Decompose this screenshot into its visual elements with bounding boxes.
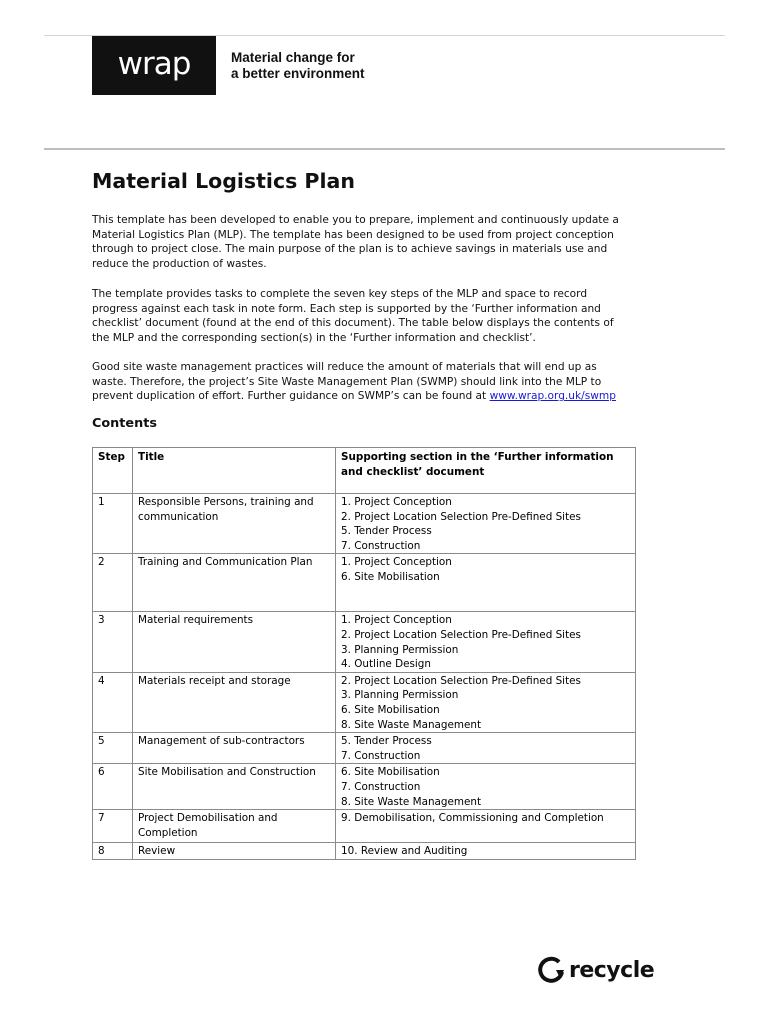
supporting-sections [336, 554, 636, 612]
step-number: 1 [93, 494, 133, 554]
logo-text: wrap [117, 45, 191, 82]
paragraph-3-text: Good site waste management practices will reduce the amount of materials that will end up as waste. Therefore, the project’s Site Waste Management Plan (SWMP) should link into the MLP to prevent duplication of effort. Further guidance on SWMP’s can be found at [92, 361, 602, 403]
table-row [93, 672, 636, 732]
section-item: 7. Construction [341, 539, 421, 552]
section-item: 7. Construction [341, 749, 421, 762]
table-row [93, 810, 636, 843]
recycle-arrow-icon [537, 955, 567, 985]
section-item: 5. Tender Process [341, 735, 432, 748]
section-item: 6. Site Mobilisation [341, 766, 440, 779]
header-step: Step [93, 448, 133, 494]
table-header-row [93, 448, 636, 494]
section-item: 3. Planning Permission [341, 643, 459, 656]
table-row [93, 843, 636, 860]
header-title: Title [133, 448, 336, 494]
step-title: Project Demobilisation and Completion [133, 810, 336, 843]
step-title: Review [133, 843, 336, 860]
supporting-sections [336, 810, 636, 843]
contents-heading: Contents [92, 416, 157, 431]
intro-paragraph-3 [92, 360, 632, 404]
table-row [93, 764, 636, 810]
supporting-sections [336, 672, 636, 732]
header-divider [44, 148, 725, 150]
logo-tagline [231, 50, 365, 82]
step-number: 5 [93, 733, 133, 764]
section-item: 3. Planning Permission [341, 689, 459, 702]
step-title: Material requirements [133, 612, 336, 672]
step-number: 2 [93, 554, 133, 612]
supporting-sections [336, 733, 636, 764]
recycle-logo [537, 955, 654, 985]
intro-paragraph-1: This template has been developed to enable you to prepare, implement and continuously update a Material Logistics Plan (MLP). The template has been designed to be used from project conception through to project close. The main purpose of the plan is to achieve savings in materials use and reduce the production of wastes. [92, 214, 619, 270]
section-item: 6. Site Mobilisation [341, 570, 440, 583]
section-item: 2. Project Location Selection Pre-Defined Sites [341, 674, 581, 687]
step-number: 7 [93, 810, 133, 843]
recycle-label: recycle [569, 957, 655, 983]
step-title: Management of sub-contractors [133, 733, 336, 764]
page-title: Material Logistics Plan [92, 169, 355, 193]
section-item: 4. Outline Design [341, 658, 431, 671]
step-title: Site Mobilisation and Construction [133, 764, 336, 810]
section-item: 7. Construction [341, 780, 421, 793]
intro-paragraph-2: The template provides tasks to complete the seven key steps of the MLP and space to record progress against each task in note form. Each step is supported by the ‘Further information and checklist’ document (found at the end of this document). The table below displays the contents of the MLP and the corresponding section(s) in the ‘Further information and checklist’. [92, 288, 614, 344]
section-item: 1. Project Conception [341, 614, 452, 627]
step-number: 6 [93, 764, 133, 810]
section-item: 2. Project Location Selection Pre-Defined Sites [341, 628, 581, 641]
step-title: Responsible Persons, training and communication [133, 494, 336, 554]
section-item: 9. Demobilisation, Commissioning and Completion [341, 812, 604, 825]
section-item: 8. Site Waste Management [341, 795, 482, 808]
table-row [93, 494, 636, 554]
supporting-sections [336, 494, 636, 554]
section-item: 10. Review and Auditing [341, 845, 468, 858]
supporting-sections [336, 612, 636, 672]
supporting-sections [336, 843, 636, 860]
section-item: 6. Site Mobilisation [341, 703, 440, 716]
step-number: 4 [93, 672, 133, 732]
contents-table [92, 447, 636, 860]
header-supporting-line-2: and checklist’ document [341, 465, 485, 478]
section-item: 1. Project Conception [341, 556, 452, 569]
step-number: 3 [93, 612, 133, 672]
section-item: 2. Project Location Selection Pre-Defined Sites [341, 510, 581, 523]
section-item: 8. Site Waste Management [341, 718, 482, 731]
table-row [93, 733, 636, 764]
step-number: 8 [93, 843, 133, 860]
step-title: Materials receipt and storage [133, 672, 336, 732]
wrap-logo [92, 36, 216, 95]
swmp-link[interactable]: www.wrap.org.uk/swmp [489, 390, 616, 403]
section-item: 5. Tender Process [341, 525, 432, 538]
header-supporting-section [336, 448, 636, 494]
table-row [93, 612, 636, 672]
section-item: 1. Project Conception [341, 496, 452, 508]
step-title: Training and Communication Plan [133, 554, 336, 612]
header-supporting-line-1: Supporting section in the ‘Further information [341, 451, 614, 463]
tagline-line-2: a better environment [231, 66, 365, 81]
table-row [93, 554, 636, 612]
tagline-line-1: Material change for [231, 50, 355, 65]
supporting-sections [336, 764, 636, 810]
